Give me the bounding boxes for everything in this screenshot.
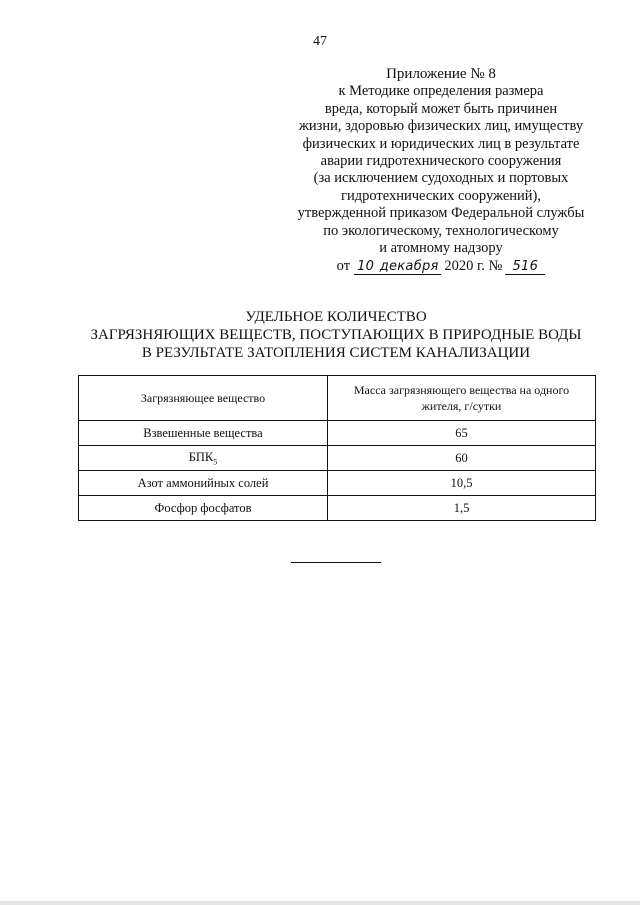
- appendix-title: Приложение № 8: [386, 66, 496, 82]
- heading-line: В РЕЗУЛЬТАТЕ ЗАТОПЛЕНИЯ СИСТЕМ КАНАЛИЗАЦИИ: [141, 345, 531, 361]
- appendix-block: [268, 66, 614, 276]
- cell-substance: [79, 446, 328, 471]
- page-number: 47: [313, 34, 327, 49]
- appendix-line: гидротехнических сооружений),: [341, 187, 541, 204]
- substance-subscript: 5: [213, 457, 218, 467]
- substance-name: БПК: [188, 449, 214, 464]
- header-substance: Загрязняющее вещество: [79, 376, 328, 421]
- document-heading: [0, 308, 640, 362]
- handwritten-month: декабря: [379, 259, 439, 275]
- closing-rule: [291, 562, 381, 563]
- appendix-line: вреда, который может быть причинен: [324, 100, 558, 117]
- appendix-line: жизни, здоровью физических лиц, имуществу: [298, 118, 584, 135]
- approval-year: 2020 г. №: [444, 258, 503, 275]
- appendix-line: и атомному надзору: [379, 240, 503, 257]
- appendix-line: к Методике определения размера: [338, 83, 544, 100]
- cell-substance: Взвешенные вещества: [79, 421, 328, 446]
- cell-mass: 1,5: [328, 496, 596, 521]
- pollutants-table: [78, 375, 596, 521]
- table-row: [79, 446, 596, 471]
- header-mass: Масса загрязняющего вещества на одного жителя, г/сутки: [328, 376, 596, 421]
- table-row: [79, 471, 596, 496]
- heading-line: ЗАГРЯЗНЯЮЩИХ ВЕЩЕСТВ, ПОСТУПАЮЩИХ В ПРИРОДНЫЕ ВОДЫ: [90, 327, 582, 343]
- appendix-line: утвержденной приказом Федеральной службы: [297, 205, 585, 222]
- table-header-row: [79, 376, 596, 421]
- table-row: [79, 496, 596, 521]
- cell-substance: Фосфор фосфатов: [79, 496, 328, 521]
- cell-mass: 10,5: [328, 471, 596, 496]
- appendix-line: физических и юридических лиц в результате: [302, 135, 580, 152]
- approval-prefix: от: [336, 258, 351, 275]
- cell-mass: 65: [328, 421, 596, 446]
- cell-substance: Азот аммонийных солей: [79, 471, 328, 496]
- appendix-line: (за исключением судоходных и портовых: [313, 170, 569, 187]
- heading-line: УДЕЛЬНОЕ КОЛИЧЕСТВО: [245, 309, 427, 325]
- handwritten-number: 516: [505, 259, 545, 275]
- handwritten-day: 10: [354, 259, 378, 275]
- cell-mass: 60: [328, 446, 596, 471]
- scan-edge: [0, 901, 640, 905]
- table-row: [79, 421, 596, 446]
- appendix-line: по экологическому, технологическому: [323, 222, 559, 239]
- approval-line: [268, 258, 614, 275]
- appendix-line: аварии гидротехнического сооружения: [320, 153, 562, 170]
